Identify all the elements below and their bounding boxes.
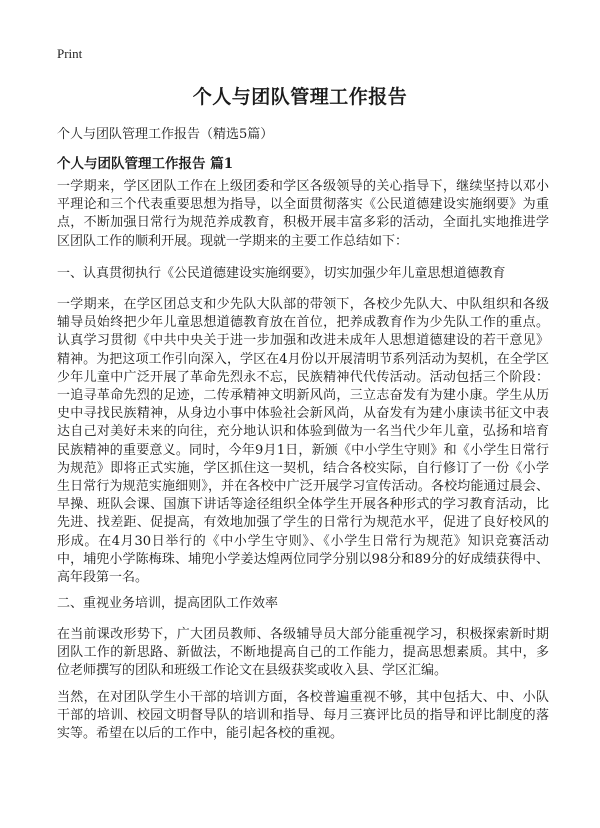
subheading-one: 一、认真贯彻执行《公民道德建设实施纲要》，切实加强少年儿童思想道德教育: [57, 266, 506, 281]
body-paragraph-one: 一学期来，在学区团总支和少先队大队部的带领下，各校少先队大、中队组织和各级辅导员始终把少年儿童思想道德教育放在首位，把养成教育作为少先队工作的重点。认真学习贯彻《中共中央关于进一步加强和改进未成年人思想道德建设的若干意见》精神。为把这项工作引向深入，学区在4月份以开展清明节系列活动为契机，在全学区少年儿童中广泛开展了革命先烈永不忘，民族精神代代传活动。活动包括三个阶段：一追寻革命先烈的足迹，二传承精神文明新风尚，三立志奋发有为建小康。学生从历史中寻找民族精神，从身边小事中体验社会新风尚，从奋发有为建小康读书征文中表达自己对美好未来的向往，充分地认识和体验到做为一名当代少年儿童，弘扬和培育民族精神的重要意义。同时，今年9月1日，新颁《中小学生守则》和《小学生日常行为规范》即将正式实施，学区抓住这一契机，结合各校实际，自行修订了一份《小学生日常行为规范实施细则》，并在各校中广泛开展学习宣传活动。各校均能通过晨会、早操、班队会课、国旗下讲话等途径组织全体学生开展各种形式的学习教育活动，比先进、找差距、促提高，有效地加强了学生的日常行为规范水平，促进了良好校风的形成。在4月30日举行的《中小学生守则》、《小学生日常行为规范》知识竞赛活动中，埔兜小学陈梅珠、埔兜小学姜达煌两位同学分别以98分和89分的好成绩获得中、高年段第一名。: [57, 297, 549, 586]
subheading-two: 二、重视业务培训，提高团队工作效率: [57, 596, 279, 611]
body-paragraph-two: 在当前课改形势下，广大团员教师、各级辅导员大部分能重视学习，积极探索新时期团队工作的新思路、新做法，不断地提高自己的工作能力，提高思想素质。其中，多位老师撰写的团队和班级工作论文在县级获奖或收入县、学区汇编。: [57, 627, 549, 679]
section-heading: 个人与团队管理工作报告 篇1: [57, 156, 234, 172]
document-title: 个人与团队管理工作报告: [192, 86, 408, 108]
body-paragraph-three: 当然，在对团队学生小干部的培训方面，各校普遍重视不够，其中包括大、中、小队干部的培训、校园文明督导队的培训和指导、每月三赛评比员的指导和评比制度的落实等。希望在以后的工作中，能引起各校的重视。: [57, 690, 549, 742]
print-link[interactable]: Print: [57, 46, 83, 61]
intro-paragraph: 一学期来，学区团队工作在上级团委和学区各级领导的关心指导下，继续坚持以邓小平理论和三个代表重要思想为指导，以全面贯彻落实《公民道德建设实施纲要》为重点，不断加强日常行为规范养成教育，积极开展丰富多彩的活动，全面扎实地推进学区团队工作的顺利开展。现就一学期来的主要工作总结如下：: [57, 179, 549, 249]
document-subtitle: 个人与团队管理工作报告（精选5篇）: [57, 127, 274, 142]
